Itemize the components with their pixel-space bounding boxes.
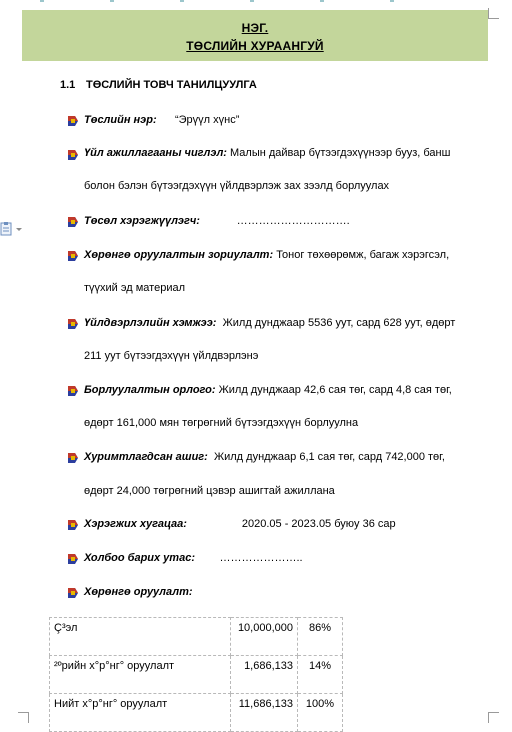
paste-options-icon[interactable] xyxy=(0,221,26,237)
table-cell-percent: 86% xyxy=(298,618,343,656)
item-label: Хэрэгжих хугацаа: xyxy=(84,518,187,530)
item-label: Холбоо барих утас: xyxy=(84,552,195,564)
margin-corner-bottom-right xyxy=(488,712,499,723)
item-value: Жилд дунджаар 6,1 сая төг, сард 742,000 төг, xyxy=(213,451,445,463)
pushpin-bullet-icon xyxy=(66,452,79,465)
item-value-continued: 211 уут бүтээгдэхүүн үйлдвэрлэнэ xyxy=(84,350,259,362)
item-label: Үйл ажиллагааны чиглэл: xyxy=(84,147,227,159)
item-label: Төслийн нэр: xyxy=(84,114,157,126)
pushpin-bullet-icon xyxy=(66,318,79,331)
pushpin-bullet-icon xyxy=(66,250,79,263)
item-value: “Эрүүл хүнс” xyxy=(174,114,240,126)
section-title: ТӨСЛИЙН ТОВЧ ТАНИЛЦУУЛГА xyxy=(86,79,257,91)
table-cell-name: ²ºрийн х°р°нг° оруулалт xyxy=(50,656,231,694)
investment-table xyxy=(49,617,343,732)
section-heading xyxy=(60,79,257,91)
pushpin-bullet-icon xyxy=(66,519,79,532)
margin-corner-top-right xyxy=(488,8,499,19)
item-value: Жилд дунджаар 42,6 сая төг, сард 4,8 сая төг, xyxy=(218,384,452,396)
table-cell-percent: 100% xyxy=(298,694,343,732)
item-value-continued: түүхий эд материал xyxy=(84,282,185,294)
table-cell-amount: 10,000,000 xyxy=(231,618,298,656)
chapter-header xyxy=(22,10,488,61)
table-cell-amount: 11,686,133 xyxy=(231,694,298,732)
top-strip xyxy=(0,0,512,6)
item-label: Хөрөнгө оруулалт: xyxy=(84,586,193,598)
item-label: Үйлдвэрлэлийн хэмжээ: xyxy=(84,317,217,329)
pushpin-bullet-icon xyxy=(66,587,79,600)
table-cell-name: Нийт х°р°нг° оруулалт xyxy=(50,694,231,732)
pushpin-bullet-icon xyxy=(66,149,79,162)
item-value: …………………………. xyxy=(236,215,350,227)
item-value-continued: болон бэлэн бүтээгдэхүүн үйлдвэрлэж зах зээлд борлуулах xyxy=(84,180,390,192)
table-row xyxy=(50,656,343,694)
chapter-number: НЭГ. xyxy=(241,21,269,35)
section-number: 1.1 xyxy=(60,79,76,91)
margin-corner-bottom-left xyxy=(18,712,29,723)
item-label: Хуримтлагдсан ашиг: xyxy=(84,451,208,463)
item-value: ………………….. xyxy=(219,552,303,564)
item-value: Малын дайвар бүтээгдэхүүнээр бууз, банш xyxy=(230,147,451,159)
table-cell-amount: 1,686,133 xyxy=(231,656,298,694)
pushpin-bullet-icon xyxy=(66,216,79,229)
item-value: Тоног төхөөрөмж, багаж хэрэгсэл, xyxy=(276,249,450,261)
item-value-continued: өдөрт 24,000 төгрөгний цэвэр ашигтай ажиллана xyxy=(84,485,335,497)
table-cell-name: Ç³эл xyxy=(50,618,231,656)
item-value: 2020.05 - 2023.05 буюу 36 сар xyxy=(241,518,396,530)
table-row xyxy=(50,618,343,656)
table-cell-percent: 14% xyxy=(298,656,343,694)
pushpin-bullet-icon xyxy=(66,385,79,398)
item-label: Борлуулалтын орлого: xyxy=(84,384,216,396)
table-row xyxy=(50,694,343,732)
pushpin-bullet-icon xyxy=(66,553,79,566)
item-value: Жилд дунджаар 5536 уут, сард 628 уут, өдөрт xyxy=(222,317,456,329)
item-label: Төсөл хэрэгжүүлэгч: xyxy=(84,215,200,227)
pushpin-bullet-icon xyxy=(66,115,79,128)
item-label: Хөрөнгө оруулалтын зориулалт: xyxy=(84,249,274,261)
item-value-continued: өдөрт 161,000 мян төгрөгний бүтээгдэхүүн борлуулна xyxy=(84,417,359,429)
chapter-title: ТӨСЛИЙН ХУРААНГУЙ xyxy=(186,39,324,53)
